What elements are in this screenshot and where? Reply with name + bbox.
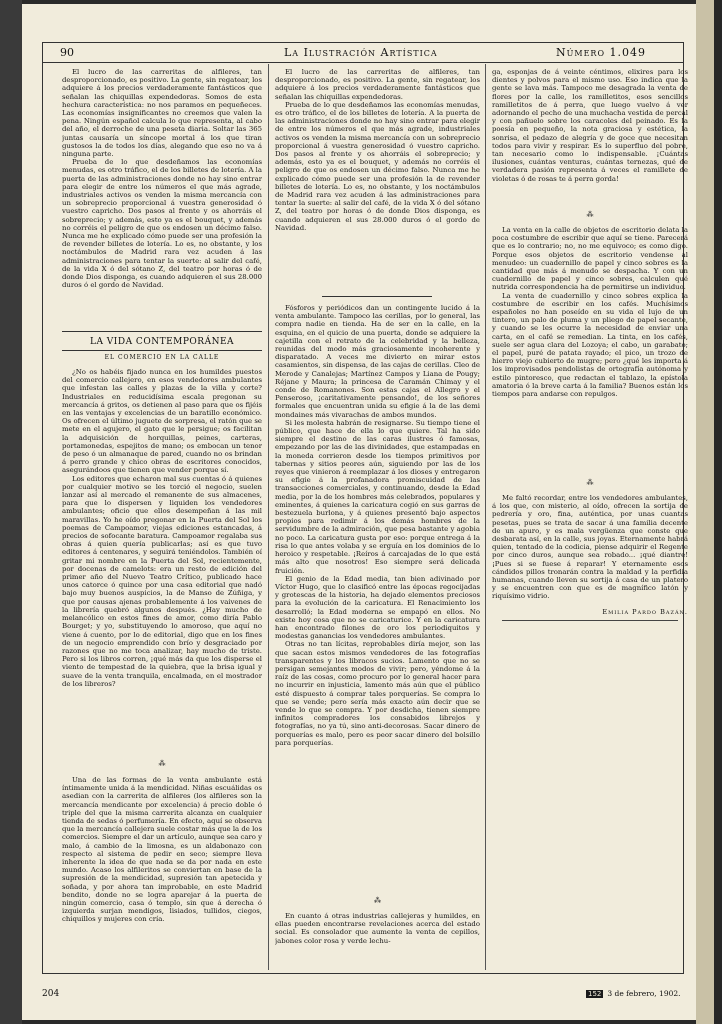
col3-body-middle — [492, 226, 688, 476]
footer-issue-date — [586, 989, 681, 998]
section-stars: ⁂ — [586, 211, 594, 219]
col3-paragraph: La venta de cuadernillo y cinco sobres explica la costumbre de escribir en los cafés. Muchísimos españoles no han poseído en su vida el lujo de un tintero, un palo de pluma y un pliego de papel secante, y cuando se les ocurre la necesidad de enviar una carta, en el café se remedian. La tinta, en los cafés, suele ser agua clara del Lozoya; el cabo, un garabato; el papel, puré de patata rayado; el pico, un trozo de hierro viejo cubierto de mugre; pero ¿qué les importa á los improvisados pendolistas de ortografía autónoma y estilo pintoresco, que redactan el tablazo, la epístola amatoria ó la breve carta á la familia? Buenos están los tiempos para andarse con repulgos. — [492, 291, 688, 399]
column-rule-1 — [268, 64, 269, 970]
col3-body-bottom — [492, 494, 688, 602]
page-number: 90 — [60, 46, 74, 59]
col2-paragraph: Fósforos y periódicos dan un contingente lucido á la venta ambulante. Tampoco las cerillas, por lo general, las compra nadie en tienda. Ha de ser en la calle, en la esquina, en el quicio de una puerta, donde se adquiere la cajetilla con el retrato de la celebridad y la belleza, reunidas del modo más graciosamente incoherente y disparatado. A veces me divierto en mirar estos casamientos, sin dispensa, de las cajas de cerillas. Cleo de Merode y Canalejas; Martínez Campos y Liana de Pougy; Réjane y Maura; la princesa de Caramán Chimay y el conde de Romanones. Son estas cajas el Allegro y el Penseroso, ¡caritativamente pensando!, de los señores formales que encuentran unida su efigie á la de las demi mondaines más vivarachas de ambos mundos. — [275, 304, 480, 419]
col1-upper-paragraph: Prueba de lo que desdeñamos las economías menudas, es otro tráfico, el de los billetes de lotería. A la puerta de las administraciones donde no hay sino entrar para elegir de entre los números el que más agrade, industriales activos os venden la misma mercancía con un sobreprecio proporcional á vuestra generosidad ó vuestro capricho. Dos pasos al frente y os ahorráis el sobreprecio; y además, esto ya es el bouquet, y además no corréis el peligro de que os endosen un décimo falso. Nunca me he explicado cómo puede ser una profesión la de revender billetes de lotería. Lo es, no obstante, y los noctámbulos de Madrid rara vez acuden á las administraciones para tentar la suerte: al salir del café, de la vida X ó del sótano Z, del teatro por horas ó de donde Dios disponga, es cuando adquieren el sus 28.000 duros ó el gordo de Navidad. — [62, 158, 262, 290]
section-stars: ⁂ — [158, 760, 166, 768]
footer-badge: 152 — [588, 989, 602, 998]
scan-background-right — [714, 0, 722, 1024]
col1-upper — [62, 68, 262, 328]
publication-title: La Ilustración Artística — [284, 46, 438, 59]
col2-body-middle — [275, 304, 480, 892]
col2-paragraph: Otras no tan lícitas, reprobables diría mejor, son las que sacan estos mismos vendedores de las fotografías transparentes y los libracos sucios. Lamento que no se persigan semejantes modos de vivir; pero, yéndome á la raíz de las cosas, como procuro por lo general hacer para no incurrir en injusticia, lamento más aún que el público esté dispuesto á comprar tales porquerías. Se compra lo que se vende; pero sería más exacto aún decir que se vende lo que se compra. Y por desdicha, tienen siempre infinitos compradores los consabidos librejos y fotografías, no ya tú, sino anti-decorosas. Sacar dinero de porquerías es malo, pero es peor sacar dinero del bolsillo para porquerías. — [275, 640, 480, 747]
col2-body-top — [275, 68, 480, 286]
section-rule-bottom — [62, 350, 262, 351]
col2-paragraph: Si les molesta habrán de resignarse. Su tiempo tiene el público, que hace de ella lo que quiere. Tal ha sido siempre el destino de las caras ilustres ó famosas, empezando por las de las divinidades, que estampadas en la moneda corrieron desde los tiempos primitivos por tabernas y sitios peores aún, siguiendo por las de los reyes que vinieron á reemplazar á los dioses y entregaron su efigie á la profanadora promiscuidad de las transacciones comerciales, y continuando, desde la Edad media, por la de los hombres más celebrados, populares y eminentes, á quienes la caricatura cogió en sus garras de bestezuela burlona, y á quienes presentó bajo aspectos propios para redimir á los demás hombres de la servidumbre de la admiración, que pesa bastante y agobia no poco. La caricatura gusta por eso: porque entrega á la risa lo que antes volaba y se erguía en los dominios de lo heroico y respetable. ¡Reíros á carcajadas de lo que está más alto que nosotros! Eso siempre será delicada fruición. — [275, 418, 480, 575]
section-stars: ⁂ — [374, 897, 381, 905]
section-subtitle: EL COMERCIO EN LA CALLE — [104, 354, 220, 361]
col2-divider — [322, 296, 432, 297]
col2-paragraph: Prueba de lo que desdeñamos las economías menudas, es otro tráfico, el de los billetes de lotería. A la puerta de las administraciones donde no hay sino entrar para elegir de entre los números el que más agrade, industriales activos os venden la misma mercancía con un sobreprecio proporcional á vuestra generosidad ó vuestro capricho. Dos pasos al frente y os ahorráis el sobreprecio; y además, esto ya es el bouquet, y además no corréis el peligro de que os endosen un décimo falso. Nunca me he explicado cómo puede ser una profesión la de revender billetes de lotería. Lo es, no obstante, y los noctámbulos de Madrid rara vez acuden á las administraciones para tentar la suerte: al salir del café, de la vida X ó del sótano Z, del teatro por horas ó de donde Dios disponga, es cuando adquieren el sus 28.000 duros ó el gordo de Navidad. — [275, 100, 480, 232]
issue-number: Número 1.049 — [556, 46, 646, 59]
scan-background-left — [0, 0, 22, 1024]
col2-paragraph: El genio de la Edad media, tan bien adivinado por Víctor Hugo, que lo clasificó entre las épocas regocijadas y grotescas de la historia, ha dejado elementos preciosos para la evolución de la caricatura. El Renacimiento los desarrolló; la Edad moderna se empapó en ellos. No existe hoy cosa que no se caricaturice. Y en la caricatura han encontrado filones de oro los periodiquitos y modestas ganancias los vendedores ambulantes. — [275, 574, 480, 641]
col2-paragraph: En cuanto á otras industrias callejeras y humildes, en ellas pueden encontrarse revelaciones acerca del estado social. Es consolador que aumente la venta de cepillos, jabones color rosa y verde lechu- — [275, 912, 480, 945]
col2-body-bottom — [275, 912, 480, 970]
column-rule-2 — [485, 64, 486, 970]
col1-paragraph: Una de las formas de la venta ambulante está íntimamente unida á la mendicidad. Niñas escuálidas os asedian con la carrerita de alfileres (los alfileres son la mercancía mendicante por excelencia) á precio doble ó triple del que la misma carrerita alcanza en cualquier tienda de sedas ó perfumería. En efecto, aquí se observa que la mercancía callejera suele costar más que la de los comercios. Siempre el dar un artículo, aunque sea caro y malo, á cambio de la limosna, es un aldabonazo con respecto al sistema de pedir en seco; siempre lleva inherente la idea de que nada se da por nada en este mundo. Acaso los alfileritos se conviertan en base de la supresión de la mendicidad, supresión tan apetecida y soñada, y por ahora tan improbable, en este Madrid bendito, donde no se logra aparejar á la puerta de ningún comercio, casa ó templo, sin que á derecha ó izquierda surjan mendigos, lisiados, tullidos, ciegos, chiquillos y mujeres con cría. — [62, 776, 262, 924]
header-rule — [42, 62, 684, 63]
col1-upper-paragraph: El lucro de las carreritas de alfileres, tan desproporcionado, es positivo. La gente, sin regatear, los adquiere á los precios verdaderamente fantásticos que señalan las chiquillas expendedoras. Somos de esta hechura característica: no nos paramos en pequeñeces. Las economías insignificantes no creemos que valen la pena. Ningún español calcula lo que representa, al cabo del año, el derroche de una peseta diaria. Soltar las 365 juntas causaría un síncope mortal á los que tiran gustosos la de todos los días, alegando que eso no va á ninguna parte. — [62, 68, 262, 159]
author-signature: Emilia Pardo Bazán. — [602, 608, 688, 616]
col2-paragraph: El lucro de las carreritas de alfileres, tan desproporcionado, es positivo. La gente, sin regatear, los adquiere á los precios verdaderamente fantásticos que señalan las chiquillas expendedoras. — [275, 68, 480, 101]
col3-paragraph: La venta en la calle de objetos de escritorio delata la poca costumbre de escribir que aquí se tiene. Parecerá que es lo contrario; no, no me equivoco; es como digo. Porque esos objetos de escritorio vendense al menudeo: un cuadernillo de papel y cinco sobres es la cantidad que más á menudo se despacha. Y con un cuadernillo de papel y cinco sobres, calculen qué nutrida correspondencia ha de permitirse un individuo. — [492, 226, 688, 292]
section-rule-top — [62, 331, 262, 332]
col3-body-top — [492, 68, 688, 208]
col1-paragraph: Los editores que echaron mal sus cuentas ó á quienes por cualquier motivo se les torció el negocio, suelen lanzar así al mercado el remanente de sus almacenes, para que lo dispersen y liquiden los vendedores ambulantes; oficio que ellos desempeñan á las mil maravillas. Yo he oído pregonar en la Puerta del Sol los poemas de Campoamor, viejas ediciones estancadas, á precios de sofocante baratura. Campoamor regalaba sus obras á quien quería publicarlas; así es que tuvo editores á centenares, y seguirá teniéndolos. También oí gritar mi nombre en la Puerta del Sol, recientemente, por docenas de camelots: era un resto de edición del primer año del Nuevo Teatro Crítico, publicado hace unos catorce ó quince por una casa editorial que nadó bajo muy buenos auspicios, la de Manso de Zúñiga, y que por causas ajenas probablemente á los vaivenes de la librería quebró algunos después. ¿Hay mucho de melancólico en estos fines de amor, como diría Pablo Bourget; y yo, substituyendo lo amoroso, que aquí no viene á cuento, por lo de editorial, digo que en los fines de un negocio emprendido con brío y desgraciado por razones que no me toca analizar, hay mucho de triste. Pero si los libros corren, ¡qué más da que los disperse el viento de tempestad de la quiebra, que la brisa igual y suave de la venta tranquila, encalmada, en el mostrador de los libreros? — [62, 474, 262, 688]
col1-body-bottom — [62, 776, 262, 970]
footer-date: 3 de febrero, 1902. — [607, 989, 681, 998]
col3-paragraph: Me faltó recordar, entre los vendedores ambulantes, á los que, con misterio, al oído, ofrecen la sortija de pedrería y oro, fina, auténtica, por unas cuantas pesetas, pues se trata de sacar á una familia decente de un apuro, y es mala vergüenza que conste que desbarata así, en la calle, sus joyas. Eternamente habrá quien, tentado de la codicia, piense adquirir el Regente por cinco duros, aunque sea robado... ¡qué diantre! ¡Pues si se fuese á reparar! Y eternamente esos cándidos pillos tronarán contra la maldad y la perfidia humanas, cuando lleven su sortija á casa de un platero y se encuentren con que es de magnífico latón y riquísimo vidrio. — [492, 494, 688, 601]
section-title: LA VIDA CONTEMPORÁNEA — [89, 337, 235, 347]
col1-paragraph: ¿No os habéis fijado nunca en los humildes puestos del comercio callejero, en esos vendedores ambulantes que infestan las calles y plazas de la villa y corte? Industriales en reducidísima escala pregonan su mercancía á gritos, os detienen al paso para que os fijéis en las ventajas y excelencias de un baratillo económico. Os ofrecen el último juguete de sorpresa, el ratón que se mete en el agujero, el gato que le persigue; os facilitan la adquisición de horquillas, peines, carteras, portamonedas, espejitos de mano; os embocan un tenor de peso ó un almanaque de pared, cuando no os brindan á perro grande y chico obras de escritores conocidos, asegurándoos que tienen que vender porque sí. — [62, 368, 262, 475]
col3-paragraph: ga, esponjas de á veinte céntimos, elixires para los dientes y polvos para el mismo uso. Eso indica que la gente se lava más. Tampoco me desagrada la venta de flores por la calle, los ramilletitos, esos sencillos ramilletitos de á perra, que luego vuelvo á ver adornando el pecho de una muchacha vestida de percal y con pañuelo sobre los caracoles del peinado. Es la poesía en pequeño, la nota graciosa y estética, la sonrisa, el pedazo de alegría y de goce que necesitan todos para vivir y respirar. Es lo superfluo del pobre, tan necesario como lo indispensable. ¡Cuántas ilusiones, cuántas venturas, cuántas ternezas, qué de verdadera pasión representa á veces el ramillete de violetas ó de rosas te á perra gorda! — [492, 68, 688, 183]
section-stars: ⁂ — [586, 479, 594, 487]
col1-body — [62, 368, 262, 756]
signature-rule — [502, 620, 678, 621]
newspaper-page — [22, 4, 696, 1020]
footer-page-number: 204 — [42, 989, 60, 999]
